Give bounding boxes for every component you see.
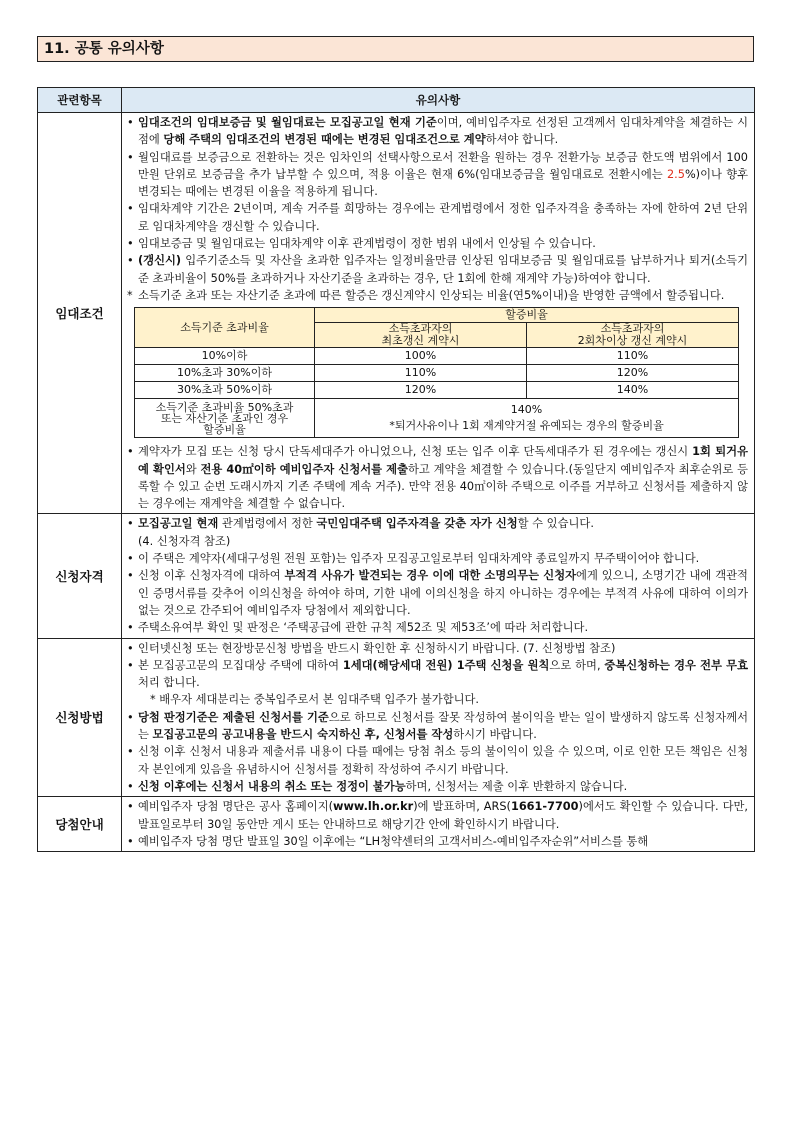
emphasis: 1세대(해당세대 전원) 1주택 신청을 원칙: [342, 658, 550, 672]
notice-table: [37, 87, 755, 852]
note-item: * 배우자 세대분리는 중복입주로서 본 임대주택 입주가 불가합니다.: [150, 693, 480, 707]
sub-header-second: 소득초과자의 2회차이상 갱신 계약시: [527, 323, 739, 348]
cell: 소득기준 초과비율 50%초과 또는 자산기준 초과인 경우 할증비율: [135, 399, 315, 438]
text: 계약자가 모집 또는 신청 당시 단독세대주가 아니었으나, 신청 또는 입주 이후 단독세대주가 된 경우에는 갱신시: [138, 445, 693, 459]
list-item-ref: (4. 신청자격 참조): [138, 534, 231, 548]
cell: 30%초과 50%이하: [135, 382, 315, 399]
list-item: [126, 657, 748, 692]
cell: 10%초과 30%이하: [135, 365, 315, 382]
content-winner-notice: [122, 797, 755, 852]
list-item: [126, 149, 748, 201]
surcharge-table: [134, 307, 739, 438]
text: 처리 합니다.: [138, 676, 200, 690]
list-item: • 신청 이후 신청서 내용과 제출서류 내용이 다를 때에는 당첨 취소 등의 불이익이 있을 수 있으며, 이로 인한 모든 책임은 신청자 본인에게 있음을 유념하시어 신청서를 정확히 작성하여 주시기 바랍니다.: [126, 743, 748, 778]
cell: 120%: [527, 365, 739, 382]
list-item: • 이 주택은 계약자(세대구성원 전원 포함)는 입주자 모집공고일로부터 임대차계약 종료일까지 무주택이어야 합니다.: [126, 550, 748, 567]
rate-highlight: 2.5: [666, 167, 685, 181]
emphasis: 중복신청하는 경우 전부 무효: [604, 658, 748, 672]
table-row: [135, 399, 739, 438]
list-item: [126, 798, 748, 833]
category-winner-notice: 당첨안내: [38, 797, 122, 852]
category-lease-terms: 임대조건: [38, 113, 122, 514]
text: 하셔야 합니다.: [485, 133, 559, 147]
list-item: [126, 515, 748, 532]
cell: 140%: [527, 382, 739, 399]
text: 으로 하며,: [549, 658, 605, 672]
text: 에게 있으니, 소명기간 내에 객관적인 증명서류를 갖추어 이의신청을 하여야 하며, 기한 내에 이의신청을 하지 아니하는 경우에는 부적격 사유에 대하여 이의가 없는 것으로 간주되어 예비입주자 당첨에서 제외합니다.: [138, 569, 748, 617]
list-item: [126, 709, 748, 744]
emphasis: 국민임대주택 입주자격을 갖춘 자가 신청: [316, 517, 518, 531]
text: 월임대료를 보증금으로 전환하는 것은 임차인의 선택사항으로서 전환을 원하는 경우 전환가능 보증금 한도액 범위에서 100만원 단위로 보증금을 추가 납부할 수 있으며, 적용 이율은 현재 6%(임대보증금을 월임대료로 전환시에는: [138, 150, 748, 181]
text: 하고 계약을 체결할 수 있습니다.(동일단지 예비입주자 최후순위로 등록할 수 있고 순번 도래시까지 기존 주택에 계속 거주). 만약 전용 40㎡이하 주택으로 이주를 거부하고 신청서를 제출하지 않는 경우에는 재계약을 체결할 수 없습니다.: [138, 462, 748, 511]
cell-value: 140%: [510, 403, 543, 417]
table-row: [135, 382, 739, 399]
note-item: * 소득기준 초과 또는 자산기준 초과에 따른 할증은 갱신계약시 인상되는 비율(연5%이내)을 반영한 금액에서 할증됩니다.: [126, 287, 748, 304]
list-item: • 주택소유여부 확인 및 판정은 ‘주택공급에 관한 규칙 제52조 및 제53조’에 따라 처리합니다.: [126, 619, 748, 636]
cell-note: *퇴거사유이나 1회 재계약거절 유예되는 경우의 할증비율: [389, 419, 664, 433]
cell-merged: [315, 399, 739, 438]
category-application-method: 신청방법: [38, 638, 122, 797]
table-row: [135, 348, 739, 365]
emphasis: 1회 퇴거유예 확인서: [138, 445, 748, 476]
list-item: [126, 114, 748, 149]
cell: 100%: [315, 348, 527, 365]
text: )에서도 확인할 수 있습니다. 다만, 발표일로부터 30일 동안만 게시 또는 안내하므로 해당기간 안에 확인하시기 바랍니다.: [138, 800, 748, 831]
list-item: • 임대차계약 기간은 2년이며, 계속 거주를 희망하는 경우에는 관계법령에서 정한 입주자격을 충족하는 자에 한하여 2년 단위로 임대차계약을 갱신할 수 있습니다.: [126, 200, 748, 235]
text: 입주기준소득 및 자산을 초과한 입주자는 일정비율만큼 인상된 임대보증금 및 월임대료를 납부하거나 퇴거(소득기준 초과비율이 50%를 초과하거나 자산기준을 초과하는 경우, 단 1회에 한해 재계약 가능)하여야 합니다.: [138, 254, 748, 285]
sub-header-first: 소득초과자의 최초갱신 계약시: [315, 323, 527, 348]
phone-number: 1661-7700: [510, 800, 579, 814]
text: 이며, 예비입주자로 선정된 고객께서 임대차계약을 체결하는 시점에: [138, 116, 749, 147]
text: 할 수 있습니다.: [517, 517, 594, 531]
cell: 10%이하: [135, 348, 315, 365]
list-item: • 예비입주자 당첨 명단 발표일 30일 이후에는 “LH청약센터의 고객서비스-예비입주자순위”서비스를 통해: [126, 833, 748, 850]
website-link[interactable]: www.lh.or.kr: [333, 800, 414, 814]
cell: 110%: [527, 348, 739, 365]
text: 신청 이후 신청자격에 대하여: [138, 569, 285, 583]
table-row: [38, 113, 755, 514]
emphasis: 당첨 판정기준은 제출된 신청서를 기준: [138, 710, 329, 724]
emphasis: 모집공고문의 공고내용을 반드시 숙지하신 후, 신청서를 작성: [152, 728, 454, 742]
text: 하며, 신청서는 제출 이후 반환하지 않습니다.: [405, 779, 628, 793]
table-row: [38, 797, 755, 852]
text: %)이나 향후 변경되는 때에는 변경된 이율을 적용하게 됩니다.: [138, 167, 749, 199]
emphasis: 당해 주택의 임대조건의 변경된 때에는 변경된 임대조건으로 계약: [163, 133, 486, 147]
emphasis: (갱신시): [138, 254, 182, 268]
cell: 110%: [315, 365, 527, 382]
emphasis: 신청 이후에는 신청서 내용의 취소 또는 정정이 불가능: [138, 779, 406, 793]
text: 와: [185, 462, 201, 476]
table-row: [38, 514, 755, 638]
table-row: [135, 365, 739, 382]
list-item: [126, 443, 748, 512]
text: 관계법령에서 정한: [218, 517, 317, 531]
emphasis: 모집공고일 현재: [138, 517, 219, 531]
cell: 120%: [315, 382, 527, 399]
text: 예비입주자 당첨 명단은 공사 홈페이지(: [138, 800, 334, 814]
table-header-row: [38, 88, 755, 113]
category-eligibility: 신청자격: [38, 514, 122, 638]
table-row: [38, 638, 755, 797]
list-item: • 임대보증금 및 월임대료는 임대차계약 이후 관계법령이 정한 범위 내에서 인상될 수 있습니다.: [126, 235, 748, 252]
sub-header-ratio: 소득기준 초과비율: [135, 308, 315, 348]
content-application-method: [122, 638, 755, 797]
text: 으로 하므로 신청서를 잘못 작성하여 불이익을 받는 일이 발생하지 않도록 신청자께서는: [138, 710, 748, 742]
content-eligibility: [122, 514, 755, 638]
text: 하시기 바랍니다.: [453, 728, 537, 742]
list-item: [126, 567, 748, 619]
header-item: 관련항목: [38, 88, 122, 113]
emphasis: 임대조건의 임대보증금 및 월임대료는 모집공고일 현재 기준: [138, 116, 437, 129]
emphasis: 전용 40㎡이하 예비입주자 신청서를 제출: [200, 462, 409, 476]
list-item: [126, 778, 748, 795]
list-item: • 인터넷신청 또는 현장방문신청 방법을 반드시 확인한 후 신청하시기 바랍니다. (7. 신청방법 참조): [126, 640, 748, 657]
content-lease-terms: [122, 113, 755, 514]
section-title: 11. 공통 유의사항: [37, 36, 754, 62]
header-note: 유의사항: [122, 88, 755, 113]
text: 본 모집공고문의 모집대상 주택에 대하여: [138, 658, 343, 672]
emphasis: 부적격 사유가 발견되는 경우 이에 대한 소명의무는 신청자: [284, 569, 577, 583]
text: )에 발표하며, ARS(: [413, 800, 511, 814]
sub-header-surcharge: 할증비율: [315, 308, 739, 323]
list-item: [126, 252, 748, 287]
